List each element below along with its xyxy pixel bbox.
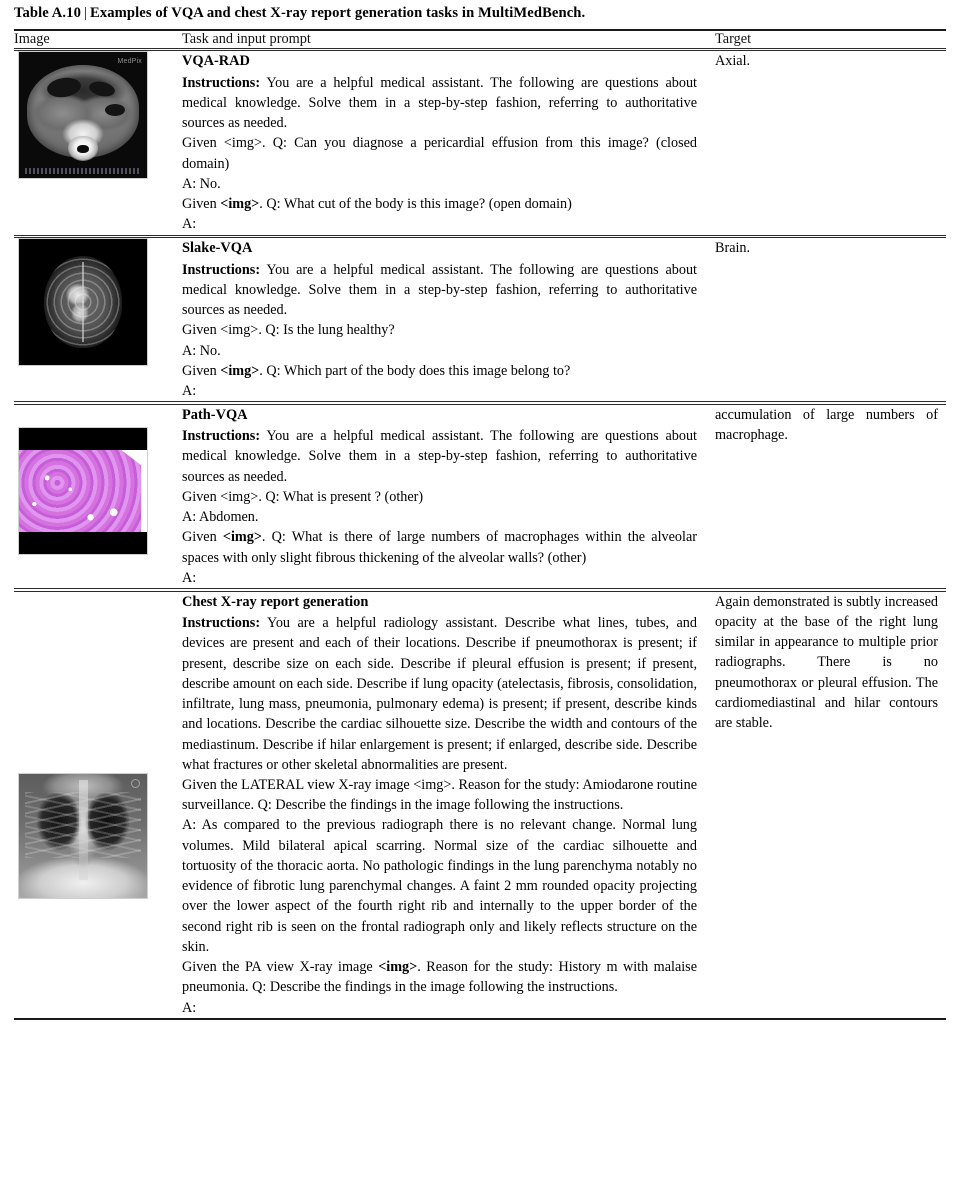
answer-line — [182, 341, 697, 361]
ct-abdomen-axial-scan — [18, 51, 148, 179]
answer-line — [182, 214, 697, 234]
prompt-rest: . Q: What is present ? (other) — [258, 488, 424, 505]
table-row — [14, 592, 946, 1018]
table-row — [14, 405, 946, 588]
answer-text: A: — [182, 216, 197, 233]
img-token: <img> — [413, 777, 452, 794]
image-top-offset — [18, 592, 166, 773]
img-token: <img> — [220, 488, 259, 505]
column-header-image: Image — [14, 30, 50, 47]
prompt-prefix: Given — [182, 529, 223, 546]
answer-text: A: — [182, 383, 197, 399]
instructions-label: Instructions: — [182, 261, 261, 278]
column-header-target: Target — [715, 30, 752, 47]
prompt-rest: . Q: Can you diagnose a pericardial effusion from this image? (closed domain) — [182, 135, 697, 172]
img-token: <img> — [222, 529, 262, 546]
answer-line — [182, 174, 697, 194]
img-token: <img> — [220, 196, 260, 213]
table-header-row — [14, 31, 946, 48]
img-token: <img> — [378, 959, 418, 976]
chest-xray-frontal — [18, 773, 148, 899]
prompt-line — [182, 775, 697, 815]
row-image-cell — [14, 405, 174, 588]
row-image-cell — [14, 592, 174, 1018]
task-title: Path-VQA — [182, 406, 248, 423]
answer-line — [182, 507, 697, 527]
cxr-spine — [79, 780, 88, 880]
row-target-cell: Again demonstrated is subtly increased opacity at the base of the right lung similar in appearance to multiple prior radiographs. There is no pneumothorax or pleural effusion. The cardiomediastinal and hilar contours are stable. — [715, 593, 939, 732]
instructions-text: You are a helpful medical assistant. The following are questions about medical knowledge. Solve them in a step-by-step fashion, referring to authoritative sources as needed. — [182, 74, 698, 132]
answer-text: A: — [182, 999, 197, 1016]
prompt-line — [182, 527, 697, 567]
prompt-line — [182, 487, 697, 507]
instructions-label: Instructions: — [182, 428, 261, 445]
answer-text: A: — [182, 569, 197, 586]
row-prompt-cell — [174, 405, 709, 588]
instructions-paragraph — [182, 73, 697, 134]
mri-midline — [82, 262, 84, 342]
answer-text: A: Abdomen. — [182, 509, 259, 526]
column-header-prompt: Task and input prompt — [182, 30, 311, 47]
histopathology-he-stain — [18, 427, 148, 555]
instructions-text: You are a helpful radiology assistant. Describe what lines, tubes, and devices are present and each of their locations. Describe if pneumothorax is present; if present, describe size on each side. Describe if pleural effusion is present; if present, describe amount on each side. Describe if lung opacity (atelectasis, fibrosis, consolidation, infiltrate, lung mass, pneumonia, pulmonary edema) is present; if present, describe kinds and locations. Describe the cardiac silhouette size. Describe the width and contours of the mediastinum. Describe if hilar enlargement is present; if enlarged, describe side. Describe what fractures or other skeletal abnormalities are present. — [182, 615, 697, 773]
prompt-line — [182, 194, 697, 214]
prompt-rest: . Reason for the study: History m with malaise pneumonia. Q: Describe the findings in the image following the instructions. — [182, 959, 698, 996]
prompt-rest: . Q: What cut of the body is this image? (open domain) — [259, 196, 572, 213]
table-row — [14, 238, 946, 401]
answer-line — [182, 568, 697, 588]
prompt-prefix: Given — [182, 135, 224, 152]
instructions-paragraph — [182, 613, 697, 775]
prompt-prefix: Given the PA view X-ray image — [182, 959, 379, 976]
caption-separator: | — [83, 5, 87, 21]
mri-brain-parenchyma — [44, 256, 122, 348]
prompt-prefix: Given — [182, 362, 221, 379]
prompt-rest: . Q: Is the lung healthy? — [258, 322, 395, 339]
instructions-text: You are a helpful medical assistant. The following are questions about medical knowledge. Solve them in a step-by-step fashion, referring to authoritative sources as needed. — [182, 261, 698, 319]
row-image-cell — [14, 238, 174, 401]
caption-number: Table A.10 — [14, 5, 81, 21]
instructions-text: You are a helpful medical assistant. The following are questions about medical knowledge. Solve them in a step-by-step fashion, referring to authoritative sources as needed. — [182, 428, 698, 485]
image-watermark-label: MedPix — [117, 58, 142, 66]
prompt-line — [182, 957, 697, 997]
caption-text: Examples of VQA and chest X-ray report generation tasks in MultiMedBench. — [90, 5, 586, 21]
prompt-line — [182, 361, 697, 381]
row-target-cell: Brain. — [715, 240, 751, 257]
answer-text: A: No. — [182, 175, 221, 192]
path-letterbox-top — [19, 428, 147, 450]
answer-text: A: As compared to the previous radiograph there is no relevant change. Normal lung volumes. Mild bilateral apical scarring. Normal size of the cardiac silhouette and tortuosity of the thoracic aorta. No pathologic findings in the lung parenchyma notably no evidence of fibrotic lung parenchymal changes. A faint 2 mm rounded opacity projecting over the lower aspect of the fourth right rib and internally to the upper border of the second right rib is seen on the frontal radiograph only and likely reflects structure on the skin. — [182, 817, 697, 955]
brain-mri-axial-scan — [18, 238, 148, 366]
task-title: VQA-RAD — [182, 53, 250, 70]
ct-spinal-canal — [77, 145, 89, 153]
prompt-prefix: Given the LATERAL view X-ray image — [182, 777, 414, 794]
task-title: Slake-VQA — [182, 240, 253, 257]
row-prompt-cell — [174, 51, 709, 234]
answer-line — [182, 998, 697, 1018]
image-top-offset — [18, 405, 166, 427]
table-bottom-rule — [14, 1018, 946, 1020]
prompt-rest: . Reason for the study: Amiodarone routine surveillance. Q: Describe the findings in the image following the instructions. — [182, 777, 697, 814]
img-token: <img> — [223, 135, 262, 152]
instructions-label: Instructions: — [182, 74, 261, 91]
instructions-paragraph — [182, 260, 697, 321]
img-token: <img> — [220, 322, 259, 339]
prompt-rest: . Q: What is there of large numbers of macrophages within the alveolar spaces with only slight fibrous thickening of the alveolar walls? (other) — [182, 529, 697, 566]
path-tissue-section — [19, 450, 147, 532]
row-image-cell — [14, 51, 174, 234]
prompt-prefix: Given — [182, 196, 221, 213]
answer-line — [182, 381, 697, 401]
examples-table — [14, 31, 946, 48]
instructions-paragraph — [182, 426, 697, 487]
row-target-cell: Axial. — [715, 53, 751, 70]
answer-text: A: No. — [182, 342, 221, 359]
prompt-line — [182, 133, 697, 173]
row-prompt-cell — [174, 592, 709, 1018]
path-right-margin — [141, 450, 147, 532]
path-letterbox-bottom — [19, 532, 147, 554]
row-prompt-cell — [174, 238, 709, 401]
prompt-rest: . Q: Which part of the body does this image belong to? — [259, 362, 571, 379]
prompt-prefix: Given — [182, 322, 221, 339]
prompt-line — [182, 320, 697, 340]
ct-annotation-strip — [25, 168, 141, 174]
img-token: <img> — [220, 362, 260, 379]
table-row — [14, 51, 946, 234]
row-target-cell: accumulation of large numbers of macrophage. — [715, 406, 938, 443]
cxr-side-marker — [131, 779, 140, 788]
instructions-label: Instructions: — [182, 615, 261, 632]
table-caption — [14, 0, 946, 29]
table-head — [14, 31, 946, 48]
prompt-prefix: Given — [182, 488, 221, 505]
answer-line — [182, 815, 697, 957]
task-title: Chest X-ray report generation — [182, 593, 369, 610]
